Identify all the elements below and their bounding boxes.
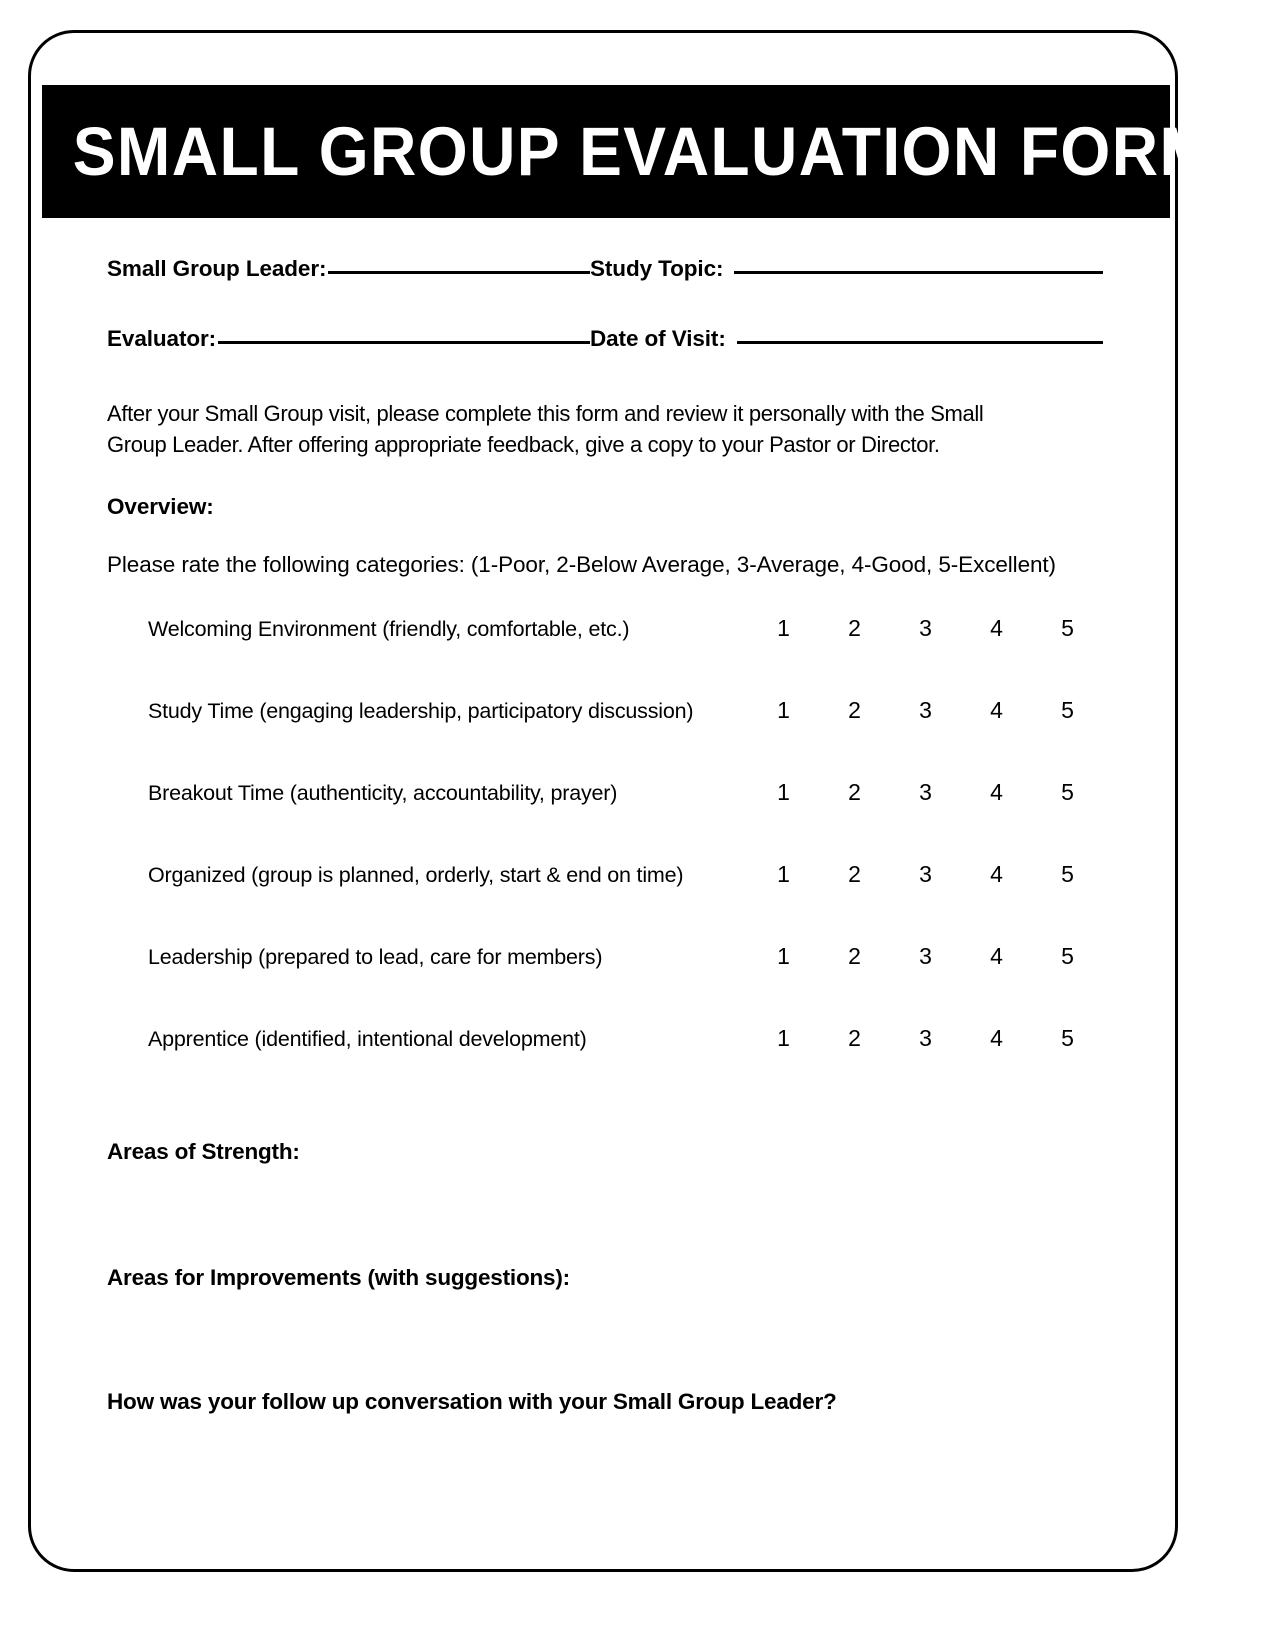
table-row xyxy=(148,943,1103,1025)
rating-option-1[interactable]: 1 xyxy=(777,1025,790,1052)
table-row xyxy=(148,697,1103,779)
rating-option-2[interactable]: 2 xyxy=(848,1025,861,1052)
page-title: SMALL GROUP EVALUATION FORM xyxy=(72,113,1215,190)
rating-option-2[interactable]: 2 xyxy=(848,943,861,970)
rating-options xyxy=(748,615,1103,642)
rating-option-5[interactable]: 5 xyxy=(1061,943,1074,970)
field-row-leader-topic xyxy=(107,256,1103,282)
rating-option-1[interactable]: 1 xyxy=(777,615,790,642)
category-label: Organized (group is planned, orderly, start & end on time) xyxy=(148,863,684,888)
rating-option-2[interactable]: 2 xyxy=(848,615,861,642)
rating-option-3[interactable]: 3 xyxy=(919,1025,932,1052)
rating-option-2[interactable]: 2 xyxy=(848,779,861,806)
areas-of-strength-heading: Areas of Strength: xyxy=(107,1139,300,1165)
table-row xyxy=(148,615,1103,697)
category-label: Breakout Time (authenticity, accountability, prayer) xyxy=(148,781,618,806)
field-evaluator[interactable] xyxy=(107,326,590,352)
field-small-group-leader[interactable] xyxy=(107,256,590,282)
table-row xyxy=(148,779,1103,861)
instructions-line-1: After your Small Group visit, please complete this form and review it personally with the Small xyxy=(107,401,984,426)
instructions-paragraph xyxy=(107,398,1037,460)
date-of-visit-label: Date of Visit: xyxy=(590,326,726,351)
category-label: Apprentice (identified, intentional development) xyxy=(148,1027,587,1052)
title-banner xyxy=(42,85,1215,218)
rating-option-1[interactable]: 1 xyxy=(777,697,790,724)
rating-option-1[interactable]: 1 xyxy=(777,779,790,806)
rating-option-4[interactable]: 4 xyxy=(990,943,1003,970)
rating-options xyxy=(748,943,1103,970)
table-row xyxy=(148,1025,1103,1107)
rating-option-1[interactable]: 1 xyxy=(777,861,790,888)
category-label: Welcoming Environment (friendly, comfortable, etc.) xyxy=(148,617,630,642)
rating-option-4[interactable]: 4 xyxy=(990,615,1003,642)
rating-option-4[interactable]: 4 xyxy=(990,861,1003,888)
rating-option-5[interactable]: 5 xyxy=(1061,697,1074,724)
table-row xyxy=(148,861,1103,943)
field-date-of-visit[interactable] xyxy=(590,326,1103,352)
field-row-evaluator-date xyxy=(107,326,1103,352)
rating-option-4[interactable]: 4 xyxy=(990,1025,1003,1052)
form-page xyxy=(28,30,1215,1572)
rating-option-2[interactable]: 2 xyxy=(848,697,861,724)
small-group-leader-label: Small Group Leader: xyxy=(107,256,327,281)
form-body xyxy=(31,218,1175,1415)
rating-option-3[interactable]: 3 xyxy=(919,943,932,970)
rating-option-5[interactable]: 5 xyxy=(1061,1025,1074,1052)
rating-option-2[interactable]: 2 xyxy=(848,861,861,888)
evaluator-input[interactable] xyxy=(218,337,590,344)
study-topic-input[interactable] xyxy=(734,267,1103,274)
instructions-line-2: Group Leader. After offering appropriate feedback, give a copy to your Pastor or Director. xyxy=(107,432,940,458)
rating-options xyxy=(748,1025,1103,1052)
rating-option-3[interactable]: 3 xyxy=(919,697,932,724)
rating-options xyxy=(748,779,1103,806)
overview-heading: Overview: xyxy=(107,494,214,520)
rating-option-5[interactable]: 5 xyxy=(1061,861,1074,888)
rating-option-5[interactable]: 5 xyxy=(1061,779,1074,806)
rating-scale-note: Please rate the following categories: (1-Poor, 2-Below Average, 3-Average, 4-Good, 5-Excellent) xyxy=(107,552,1056,578)
field-study-topic[interactable] xyxy=(590,256,1103,282)
rating-options xyxy=(748,697,1103,724)
rating-option-3[interactable]: 3 xyxy=(919,861,932,888)
small-group-leader-input[interactable] xyxy=(328,267,590,274)
rating-option-3[interactable]: 3 xyxy=(919,615,932,642)
rating-option-1[interactable]: 1 xyxy=(777,943,790,970)
follow-up-question-heading: How was your follow up conversation with your Small Group Leader? xyxy=(107,1389,837,1415)
date-of-visit-input[interactable] xyxy=(737,337,1103,344)
category-label: Leadership (prepared to lead, care for members) xyxy=(148,945,603,970)
category-label: Study Time (engaging leadership, participatory discussion) xyxy=(148,699,694,724)
rating-table xyxy=(107,615,1103,1107)
rating-option-4[interactable]: 4 xyxy=(990,697,1003,724)
rating-option-3[interactable]: 3 xyxy=(919,779,932,806)
rating-options xyxy=(748,861,1103,888)
rating-option-5[interactable]: 5 xyxy=(1061,615,1074,642)
areas-for-improvements-heading: Areas for Improvements (with suggestions): xyxy=(107,1265,570,1291)
rating-option-4[interactable]: 4 xyxy=(990,779,1003,806)
evaluator-label: Evaluator: xyxy=(107,326,217,351)
study-topic-label: Study Topic: xyxy=(590,256,724,281)
